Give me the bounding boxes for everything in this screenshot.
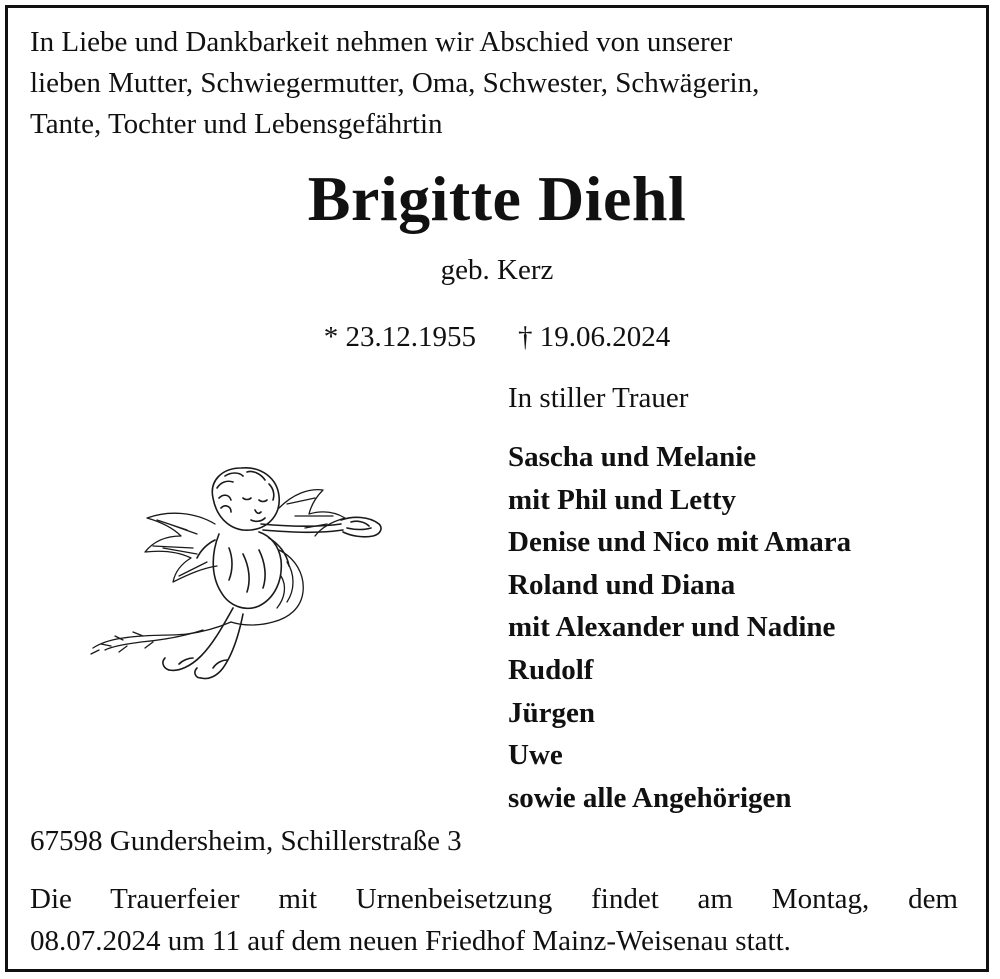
angel-icon [83,458,393,693]
mourner-entry: mit Phil und Letty [508,483,736,516]
mourner-entry: Rudolf [508,653,594,686]
maiden-name: geb. Kerz [440,254,554,286]
life-dates [8,319,986,355]
mourner-entry: mit Alexander und Nadine [508,611,836,644]
mourner-entry: Denise und Nico mit Amara [508,526,852,559]
address: 67598 Gundersheim, Schillerstraße 3 [30,825,462,857]
mourner-entry: Roland und Diana [508,568,736,601]
service-line: 08.07.2024 um 11 auf dem neuen Friedhof Mainz-Weisenau statt. [30,925,791,957]
angel-legs [163,608,243,679]
angel-head [212,468,279,530]
deceased-name: Brigitte Diehl [307,163,687,234]
intro-line: In Liebe und Dankbarkeit nehmen wir Abschied von unserer [30,26,733,58]
obituary-notice [5,5,989,972]
angel-body [197,532,289,608]
mourner-entry: Jürgen [508,696,595,729]
intro-text [30,22,970,145]
intro-line: lieben Mutter, Schwiegermutter, Oma, Schwester, Schwägerin, [30,67,760,99]
service-announcement [30,878,958,962]
mourning-heading: In stiller Trauer [508,382,689,414]
angel-wing-left [145,513,217,582]
death-date: † 19.06.2024 [518,321,671,353]
birth-date: * 23.12.1955 [323,321,476,353]
intro-line: Tante, Tochter und Lebensgefährtin [30,108,443,140]
mourner-entry: Sascha und Melanie [508,441,757,473]
mourner-entry: Uwe [508,739,563,772]
angel-wing-right [279,490,345,536]
angel-trumpet [261,517,381,536]
service-line: Die Trauerfeier mit Urnenbeisetzung findet am Montag, dem [30,883,958,915]
mourner-entry: sowie alle Angehörigen [508,781,792,814]
angel-drapery [91,550,303,654]
mourners-list [508,436,851,819]
